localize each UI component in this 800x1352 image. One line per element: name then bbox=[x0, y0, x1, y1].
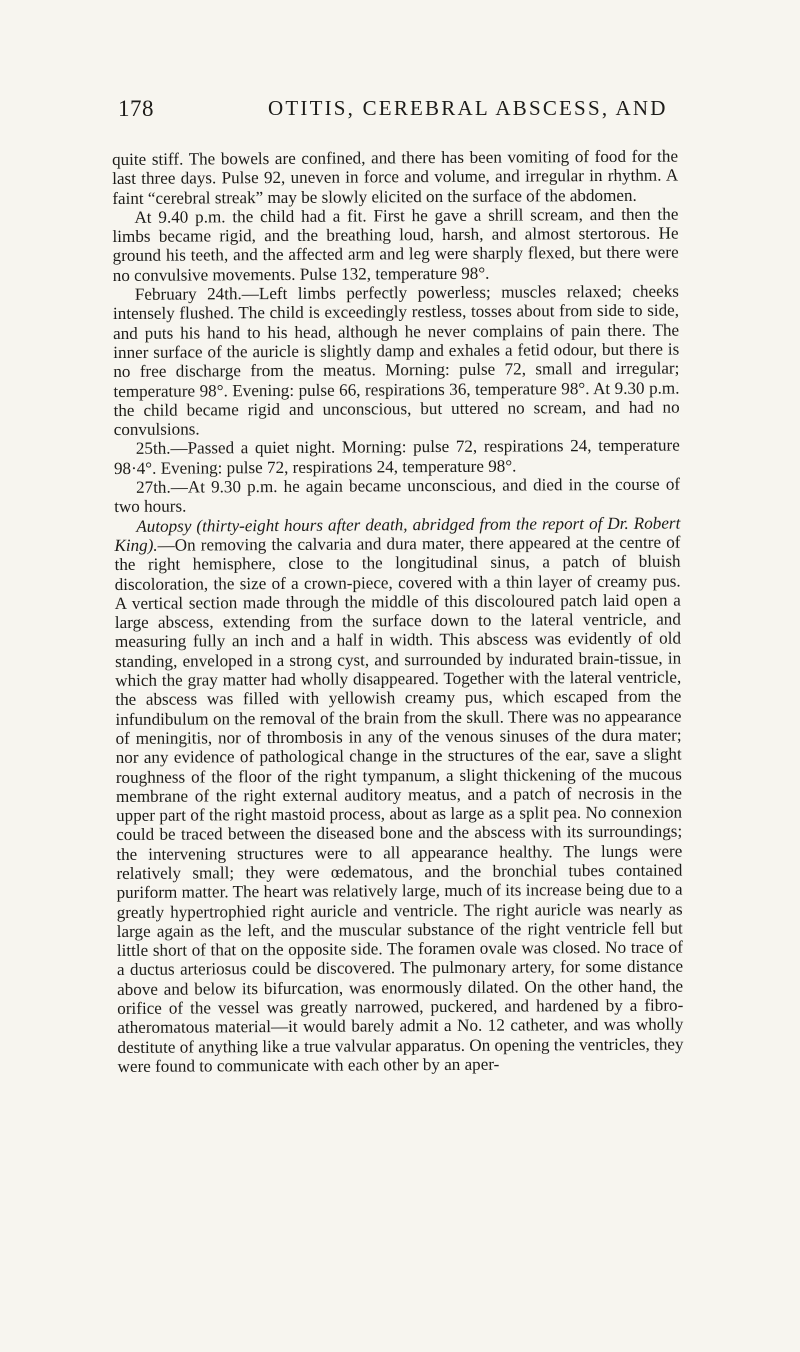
paragraph-text: February 24th.—Left limbs perfectly powerless; muscles relaxed; cheeks intensely flushed. The child is exceedingly restless, tosses about from side to side, and puts his hand to his head, although he never complains of pain there. The inner surface of the auricle is slightly damp and exhales a fetid odour, but there is no free discharge from the meatus. Morning: pulse 72, small and irregular; temperature 98°. Evening: pulse 66, respirations 36, temperature 98°. At 9.30 p.m. the child became rigid and unconscious, but uttered no scream, and had no convulsions. bbox=[112, 281, 680, 440]
italic-heading: Autopsy (thirty-eight hours after death, abridged from the report of Dr. Robert King). bbox=[114, 513, 681, 555]
paragraph-text: 27th.—At 9.30 p.m. he again became unconscious, and died in the course of two hours. bbox=[114, 474, 681, 517]
paragraph-text: —On removing the calvaria and dura mater, there appeared at the centre of the right hemisphere, close to the longitudinal sinus, a patch of bluish discoloration, the size of a crown-piece, covered with a thin layer of creamy pus. A vertical section made through the middle of this discoloured patch laid open a large abscess, extending from the surface down to the lateral ventricle, and measuring fully an inch and a half in width. This abscess was evidently of old standing, enveloped in a strong cyst, and surrounded by indurated brain-tissue, in which the gray matter had wholly disappeared. Together with the lateral ventricle, the abscess was filled with yellowish creamy pus, which escaped from the infundibulum on the removal of the brain from the skull. There was no appearance of meningitis, nor of thrombosis in any of the venous sinuses of the dura mater; nor any evidence of pathological change in the structures of the ear, save a slight roughness of the floor of the right tympanum, a slight thickening of the mucous membrane of the right external auditory meatus, and a patch of necrosis in the upper part of the right mastoid process, about as large as a split pea. No connexion could be traced between the diseased bone and the abscess with its surroundings; the intervening structures were to all appearance healthy. The lungs were relatively small; they were œdematous, and the bronchial tubes contained puriform matter. The heart was relatively large, much of its increase being due to a greatly hypertrophied right auricle and ventricle. The right auricle was nearly as large again as the left, and the muscular substance of the right ventricle fell but little short of that on the opposite side. The foramen ovale was closed. No trace of a ductus arteriosus could be discovered. The pulmonary artery, for some distance above and below its bifurcation, was enormously dilated. On the other hand, the orifice of the vessel was greatly narrowed, puckered, and hardened by a fibro-atheromatous material—it would barely admit a No. 12 catheter, and was wholly destitute of anything like a true valvular apparatus. On opening the ventricles, they were found to communicate with each other by an aper- bbox=[114, 532, 684, 1076]
paragraph bbox=[113, 282, 680, 440]
paragraph bbox=[112, 147, 678, 208]
paragraph-text: At 9.40 p.m. the child had a fit. First he gave a shrill scream, and then the limbs became rigid, and the breathing loud, harsh, and almost stertorous. He ground his teeth, and the affected arm and leg were sharply flexed, but there were no convulsive movements. Pulse 132, temperature 98°. bbox=[112, 204, 679, 285]
paragraph bbox=[114, 513, 683, 1076]
body-text bbox=[112, 147, 684, 1077]
paragraph bbox=[114, 436, 680, 478]
paragraph-text: 25th.—Passed a quiet night. Morning: pulse 72, respirations 24, temperature 98·4°. Evening: pulse 72, respirations 24, temperature 98°. bbox=[113, 435, 680, 478]
page-number: 178 bbox=[118, 96, 154, 121]
running-title: OTITIS, CEREBRAL ABSCESS, AND bbox=[268, 96, 668, 120]
running-head bbox=[118, 96, 682, 126]
paragraph bbox=[112, 204, 678, 285]
paragraph-text: quite stiff. The bowels are confined, and there has been vomiting of food for the last three days. Pulse 92, uneven in force and volume, and irregular in rhythm. A faint “cerebral streak” may be slowly elicited on the surface of the abdomen. bbox=[112, 146, 679, 208]
paragraph bbox=[114, 475, 680, 517]
